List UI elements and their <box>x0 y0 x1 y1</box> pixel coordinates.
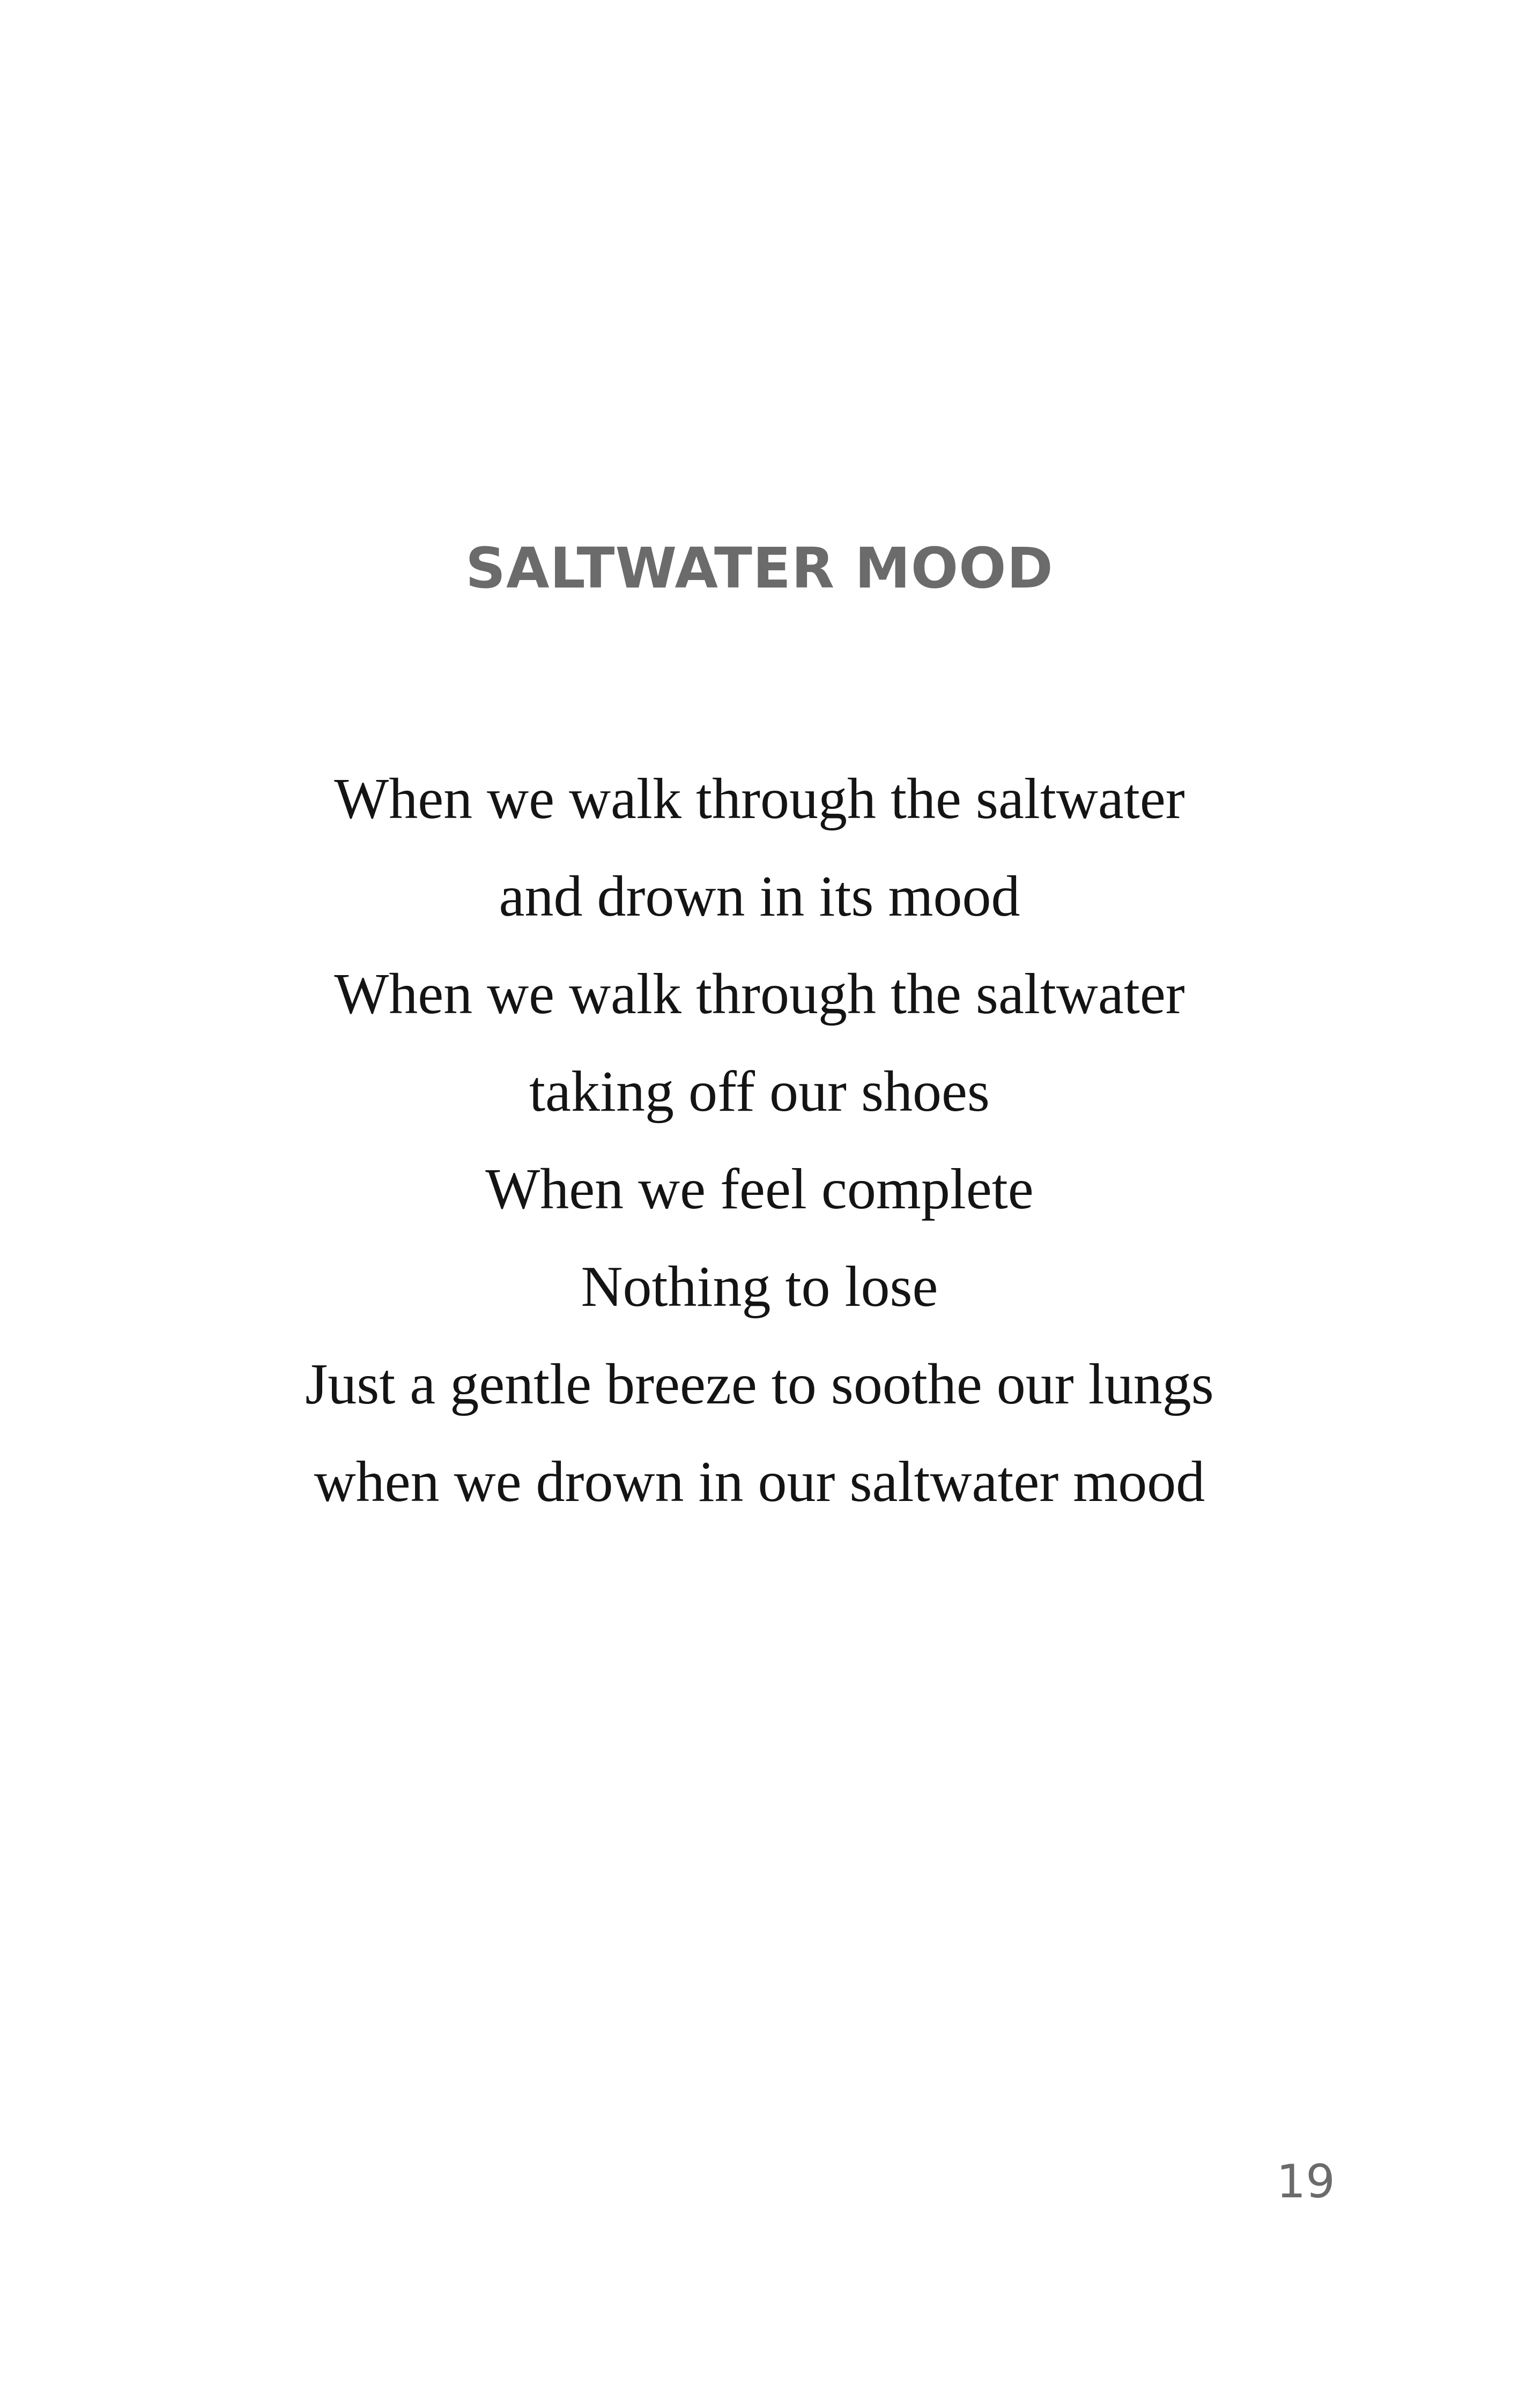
poem-title: SALTWATER MOOD <box>465 536 1054 601</box>
poem-line: When we walk through the saltwater <box>334 767 1185 831</box>
poem-line: and drown in its mood <box>499 865 1020 928</box>
page-number: 19 <box>1276 2155 1335 2209</box>
poem-line: Just a gentle breeze to soothe our lungs <box>305 1352 1214 1416</box>
poem-line: when we drown in our saltwater mood <box>314 1450 1205 1514</box>
poem-line: taking off our shoes <box>529 1060 990 1124</box>
poem-line: Nothing to lose <box>581 1255 938 1319</box>
poem-line: When we feel complete <box>485 1157 1034 1221</box>
poem-line: When we walk through the saltwater <box>334 962 1185 1026</box>
poem-stanza <box>0 750 1519 1531</box>
